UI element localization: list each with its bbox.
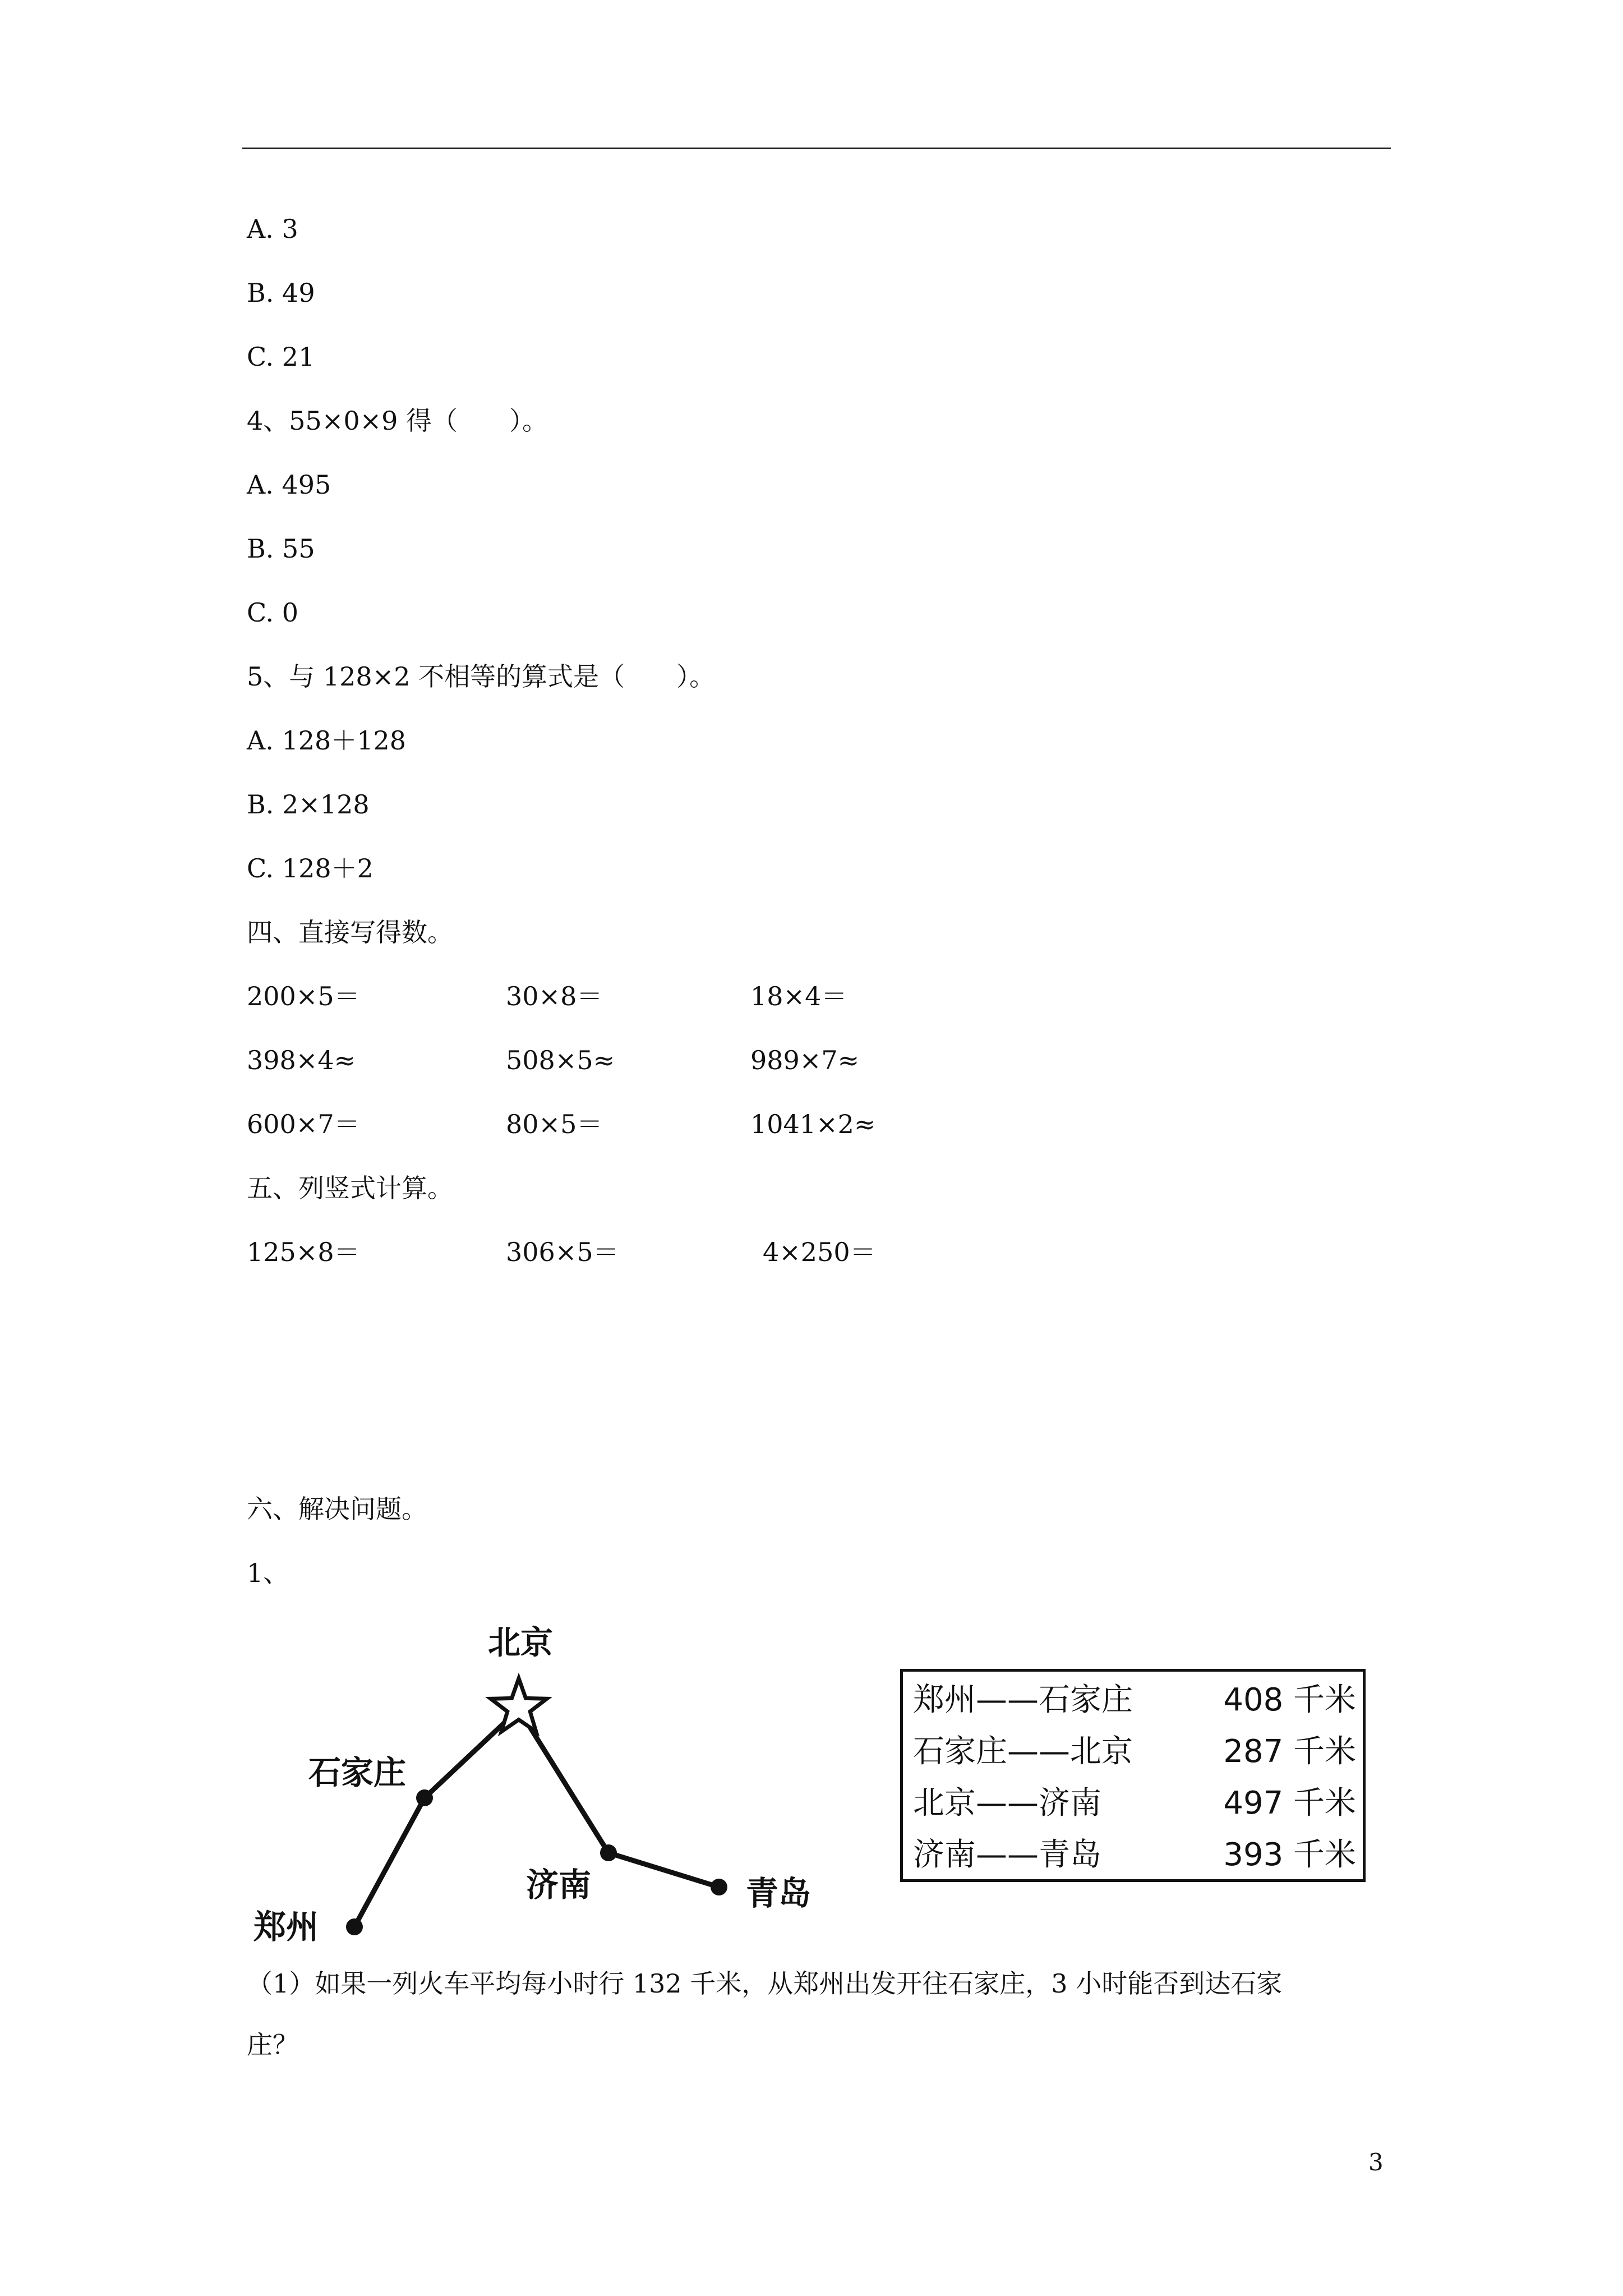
q4-stem: 4、55×0×9 得（ ）。 [247, 406, 548, 436]
route-distance: 287 千米 [1223, 1733, 1356, 1770]
qingdao-dot [711, 1879, 727, 1895]
beijing-label: 北京 [488, 1623, 554, 1662]
q3-option-b: B. 49 [247, 278, 315, 308]
shijiazhuang-label: 石家庄 [308, 1754, 407, 1792]
distance-table [900, 1669, 1366, 1882]
calc-item: 989×7≈ [750, 1045, 860, 1075]
section-4-title: 四、直接写得数。 [247, 917, 453, 947]
q3-option-a: A. 3 [247, 214, 298, 244]
beijing-star-icon [491, 1678, 547, 1732]
table-row [913, 1675, 1356, 1726]
q3-option-c: C. 21 [247, 342, 315, 372]
route-distance: 393 千米 [1223, 1837, 1356, 1873]
route-distance: 497 千米 [1223, 1785, 1356, 1821]
problem-1-label: 1、 [247, 1558, 289, 1588]
section-5-title: 五、列竖式计算。 [247, 1173, 453, 1203]
shijiazhuang-dot [416, 1789, 433, 1806]
q5-option-c: C. 128＋2 [247, 853, 374, 884]
calc-item: 398×4≈ [247, 1045, 356, 1075]
problem-1-question-line-2: 庄？ [247, 2030, 298, 2060]
qingdao-label: 青岛 [746, 1874, 811, 1912]
jinan-label: 济南 [526, 1866, 592, 1904]
q4-option-b: B. 55 [247, 533, 315, 564]
q5-stem: 5、与 128×2 不相等的算式是（ ）。 [247, 661, 716, 692]
vertical-calc-item: 4×250＝ [763, 1237, 876, 1267]
q4-option-a: A. 495 [247, 470, 331, 500]
section-6-title: 六、解决问题。 [247, 1494, 427, 1524]
table-row [913, 1830, 1356, 1880]
route-name: 北京——济南 [913, 1785, 1101, 1821]
vertical-calc-item: 125×8＝ [247, 1237, 360, 1267]
calc-item: 508×5≈ [506, 1045, 615, 1075]
zhengzhou-dot [346, 1918, 363, 1935]
vertical-calc-item: 306×5＝ [506, 1237, 619, 1267]
jinan-dot [600, 1844, 617, 1861]
calc-item: 18×4＝ [750, 981, 847, 1011]
calc-item: 600×7＝ [247, 1109, 360, 1139]
calc-item: 80×5＝ [506, 1109, 603, 1139]
route-name: 郑州——石家庄 [913, 1682, 1133, 1718]
calc-item: 1041×2≈ [750, 1109, 876, 1139]
page-number: 3 [1368, 2148, 1384, 2176]
problem-1-question-line-1: （1）如果一列火车平均每小时行 132 千米，从郑州出发开往石家庄，3 小时能否到达石家 [247, 1968, 1283, 1999]
q5-option-a: A. 128＋128 [247, 725, 407, 756]
route-name: 石家庄——北京 [913, 1733, 1133, 1770]
table-row [913, 1778, 1356, 1829]
calc-item: 200×5＝ [247, 981, 360, 1011]
calc-item: 30×8＝ [506, 981, 603, 1011]
zhengzhou-label: 郑州 [253, 1908, 319, 1946]
q4-option-c: C. 0 [247, 597, 299, 628]
q5-option-b: B. 2×128 [247, 789, 370, 820]
table-row [913, 1727, 1356, 1777]
route-name: 济南——青岛 [913, 1837, 1101, 1873]
route-distance: 408 千米 [1223, 1682, 1356, 1718]
